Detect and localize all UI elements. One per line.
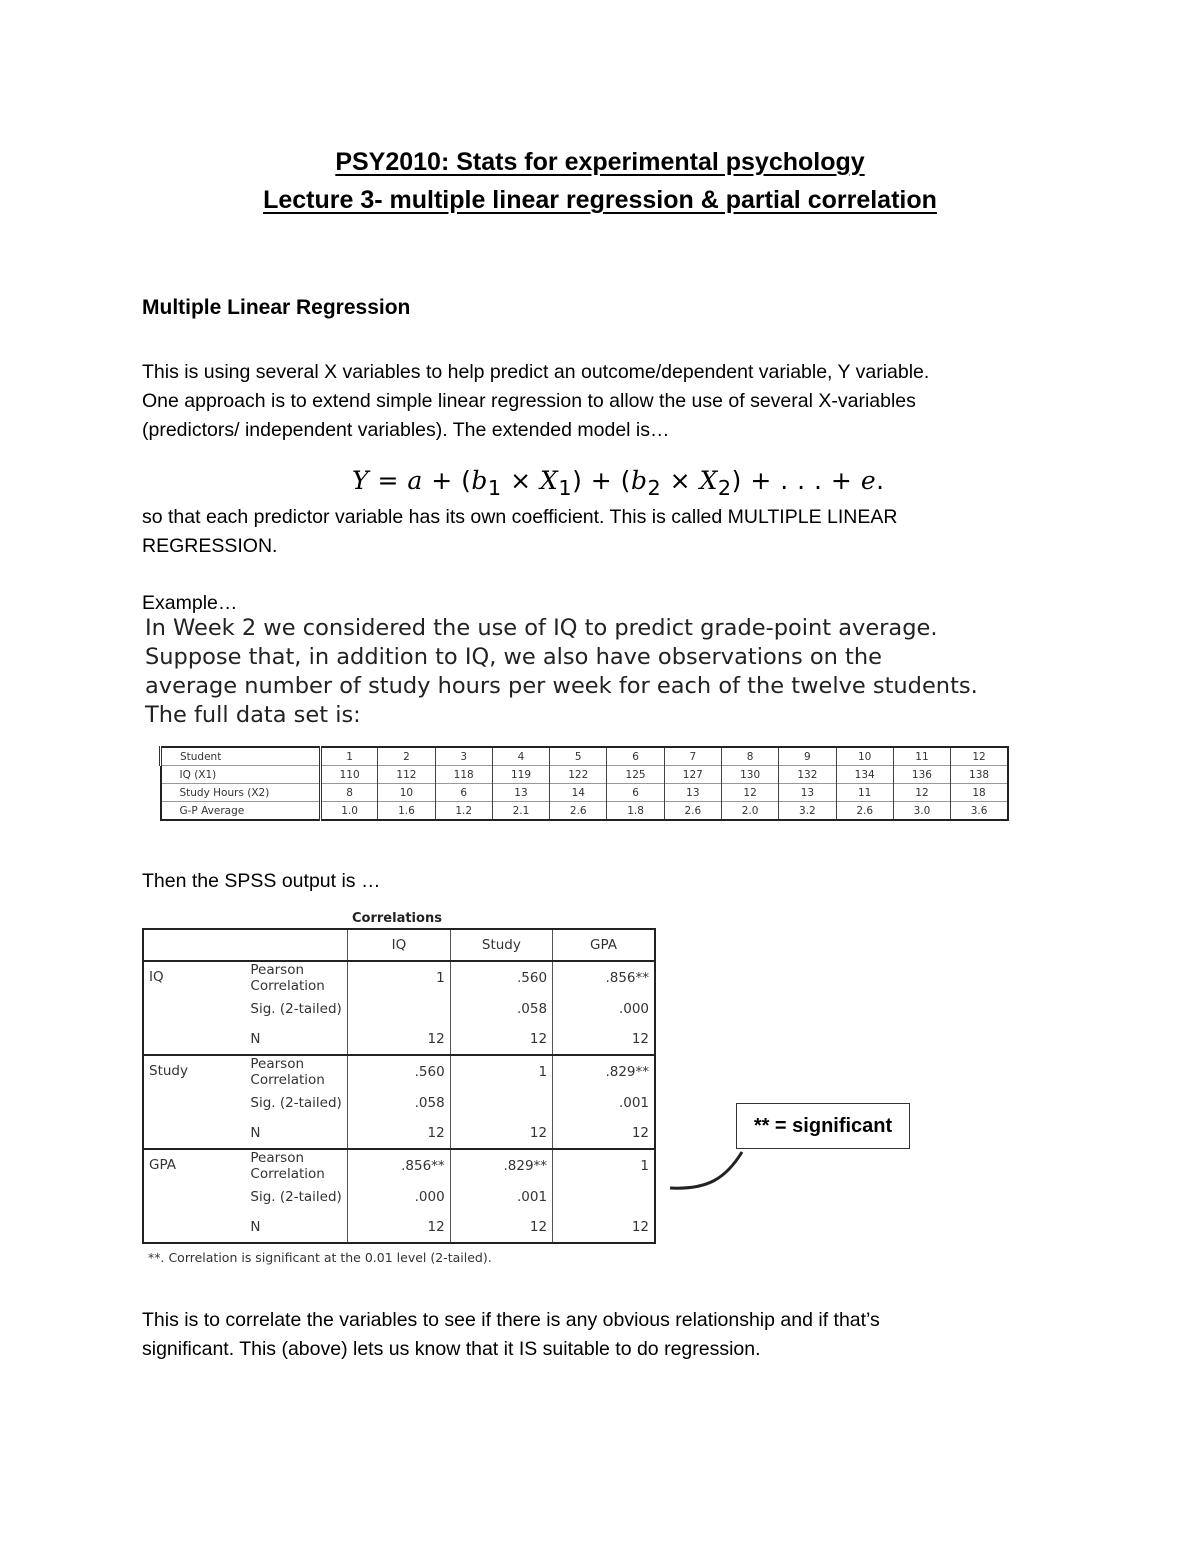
correlations-stat-label: N [250,1125,261,1141]
spss-intro: Then the SPSS output is … [142,870,381,892]
correlations-cell: 12 [553,1212,655,1243]
data-table-cell: 6 [607,747,664,766]
correlations-cell [450,1088,552,1118]
data-table-cell: 8 [321,784,378,802]
data-table-cell: 11 [836,784,893,802]
correlations-cell: 12 [348,1024,450,1055]
correlations-footnote: **. Correlation is significant at the 0.01 level (2-tailed). [148,1250,492,1265]
correlations-cell: .000 [348,1182,450,1212]
correlations-row [143,1149,655,1182]
correlations-row [143,961,655,994]
data-table-cell: 125 [607,766,664,784]
data-table-cell: 134 [836,766,893,784]
data-table-cell: 136 [893,766,950,784]
correlations-stat-label: Pearson Correlation [245,961,347,994]
data-table-cell: 8 [721,747,778,766]
excerpt-line: average number of study hours per week for each of the twelve students. [145,673,978,699]
correlations-variable-label: IQ [143,961,245,1055]
data-table-cell: 112 [378,766,435,784]
correlations-cell: .001 [553,1088,655,1118]
data-table-cell: 3.2 [779,802,836,821]
conclusion-line: significant. This (above) lets us know that it IS suitable to do regression. [142,1338,761,1360]
textbook-excerpt [145,614,1045,730]
correlations-row [143,1055,655,1088]
data-table-cell: 1 [321,747,378,766]
correlations-cell: .560 [348,1055,450,1088]
correlations-cell: .829** [553,1055,655,1088]
data-table-cell: 1.0 [321,802,378,821]
data-table [159,746,1009,821]
after-formula-line: so that each predictor variable has its own coefficient. This is called MULTIPLE LINEAR [142,506,898,528]
correlations-cell: .829** [450,1149,552,1182]
after-formula-paragraph [142,503,1042,561]
data-table-cell: 18 [951,784,1008,802]
data-table-row-label: Study Hours (X2) [161,784,321,802]
data-table-cell: 12 [893,784,950,802]
data-table-cell: 1.6 [378,802,435,821]
correlations-cell: 12 [348,1118,450,1149]
data-table-row-label: Student [161,747,321,766]
data-table-cell: 11 [893,747,950,766]
correlations-cell: 12 [348,1212,450,1243]
data-table-cell: 12 [951,747,1008,766]
intro-line: This is using several X variables to help predict an outcome/dependent variable, Y variable. [142,361,930,383]
data-table-cell: 3 [435,747,492,766]
data-table-cell: 5 [550,747,607,766]
significance-callout: ** = significant [736,1103,910,1149]
data-table-cell: 1.2 [435,802,492,821]
correlations-cell: 12 [450,1118,552,1149]
data-table-cell: 13 [664,784,721,802]
after-formula-line: REGRESSION. [142,535,278,557]
data-table-cell: 118 [435,766,492,784]
data-table-cell: 2.1 [492,802,549,821]
data-table-cell: 14 [550,784,607,802]
correlations-caption: Correlations [352,911,442,926]
conclusion-paragraph [142,1306,1042,1364]
data-table-row [161,784,1009,802]
data-table-cell: 10 [836,747,893,766]
data-table-cell: 13 [492,784,549,802]
data-table-cell: 1.8 [607,802,664,821]
correlations-cell: .058 [348,1088,450,1118]
data-table-cell: 110 [321,766,378,784]
data-table-cell: 2.6 [550,802,607,821]
correlations-stat-label: Sig. (2-tailed) [250,1189,342,1205]
correlations-stat-label: N [250,1219,261,1235]
correlations-cell: .560 [450,961,552,994]
data-table-cell: 2 [378,747,435,766]
data-table-row-label: IQ (X1) [161,766,321,784]
correlations-stat-label: Pearson Correlation [245,1055,347,1088]
data-table-cell: 130 [721,766,778,784]
correlations-cell: 12 [553,1118,655,1149]
data-table-cell: 4 [492,747,549,766]
excerpt-line: Suppose that, in addition to IQ, we also have observations on the [145,644,882,670]
data-table-cell: 132 [779,766,836,784]
correlations-cell: .000 [553,994,655,1024]
data-table-cell: 6 [435,784,492,802]
data-table-cell: 6 [607,784,664,802]
correlations-cell: .001 [450,1182,552,1212]
intro-line: (predictors/ independent variables). The extended model is… [142,419,670,441]
data-table-cell: 127 [664,766,721,784]
data-table-cell: 2.6 [664,802,721,821]
correlations-cell: .856** [348,1149,450,1182]
data-table-cell: 3.0 [893,802,950,821]
correlations-cell: .058 [450,994,552,1024]
excerpt-line: The full data set is: [145,702,361,728]
correlations-stat-label: N [250,1031,261,1047]
correlations-cell: 12 [450,1212,552,1243]
correlations-stat-label: Pearson Correlation [245,1149,347,1182]
correlations-column-header: Study [450,929,552,961]
correlations-cell: 1 [553,1149,655,1182]
correlations-cell [348,994,450,1024]
data-table-cell: 122 [550,766,607,784]
data-table-cell: 13 [779,784,836,802]
conclusion-line: This is to correlate the variables to see if there is any obvious relationship and if that’s [142,1309,880,1331]
correlations-cell: 1 [450,1055,552,1088]
correlations-column-header: IQ [348,929,450,961]
page-title: PSY2010: Stats for experimental psychology [335,148,865,176]
correlations-column-header: GPA [553,929,655,961]
data-table-cell: 12 [721,784,778,802]
page-subtitle: Lecture 3- multiple linear regression & partial correlation [263,186,937,214]
intro-paragraph [142,358,1042,445]
correlations-stat-label: Sig. (2-tailed) [250,1095,342,1111]
intro-line: One approach is to extend simple linear regression to allow the use of several X-variables [142,390,916,412]
correlations-variable-label: Study [143,1055,245,1149]
excerpt-line: In Week 2 we considered the use of IQ to predict grade-point average. [145,615,938,641]
data-table-cell: 138 [951,766,1008,784]
callout-connector [668,1148,750,1192]
data-table-row [161,747,1009,766]
data-table-row [161,766,1009,784]
data-table-cell: 119 [492,766,549,784]
correlations-cell: 1 [348,961,450,994]
correlations-cell [553,1182,655,1212]
section-heading: Multiple Linear Regression [142,296,411,319]
correlations-cell: .856** [553,961,655,994]
correlations-cell: 12 [553,1024,655,1055]
correlations-variable-label: GPA [143,1149,245,1243]
data-table-cell: 2.0 [721,802,778,821]
data-table-cell: 9 [779,747,836,766]
data-table-cell: 10 [378,784,435,802]
example-label: Example… [142,592,238,614]
correlations-cell: 12 [450,1024,552,1055]
data-table-row-label: G-P Average [161,802,321,821]
data-table-cell: 7 [664,747,721,766]
regression-formula: $Y = a + (b_1 \times X_1) + (b_2 \times X_2)$ + . . . + e. [352,466,885,500]
data-table-cell: 3.6 [951,802,1008,821]
correlations-corner [143,929,348,961]
correlations-header-row [143,929,655,961]
correlations-table [142,928,656,1244]
data-table-cell: 2.6 [836,802,893,821]
correlations-stat-label: Sig. (2-tailed) [250,1001,342,1017]
data-table-row [161,802,1009,821]
